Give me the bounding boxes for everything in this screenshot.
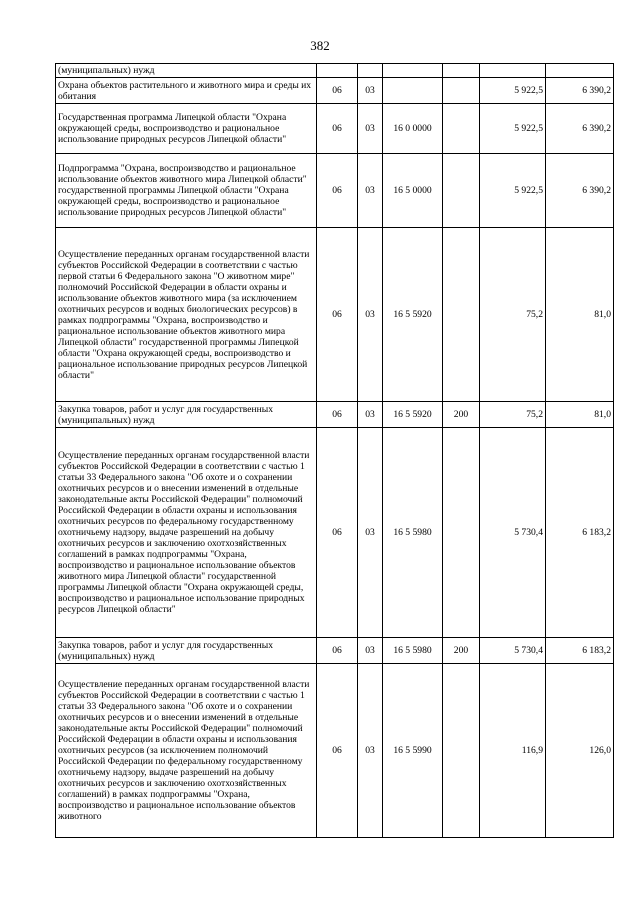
row-amount-year1: 5 730,4	[480, 638, 546, 664]
row-name: Осуществление переданных органам государственной власти субъектов Российской Федерации в соответствии с частью первой статьи 6 Федерального закона "О животном мире" полномочий Российской Федерации в области охраны и использование объектов животного мира (за исключением охотничьих ресурсов и водных биологических ресурсов) в рамках подпрограммы "Охрана, воспроизводство и рациональное использование объектов животного мира Липецкой области" государственной программы Липецкой области "Охрана окружающей среды, воспроизводство и рациональное использование природных ресурсов Липецкой области"	[56, 228, 317, 402]
row-name: (муниципальных) нужд	[56, 64, 317, 78]
row-amount-year2: 6 183,2	[546, 638, 614, 664]
row-amount-year2: 6 183,2	[546, 428, 614, 638]
row-section: 06	[317, 104, 358, 154]
table-row	[56, 402, 614, 428]
row-expense-type	[443, 428, 480, 638]
row-subsection: 03	[358, 154, 383, 228]
row-expense-type: 200	[443, 402, 480, 428]
row-expense-type	[443, 104, 480, 154]
row-amount-year1: 75,2	[480, 228, 546, 402]
row-section: 06	[317, 154, 358, 228]
row-section: 06	[317, 428, 358, 638]
row-expense-type	[443, 64, 480, 78]
row-name: Осуществление переданных органам государственной власти субъектов Российской Федерации в соответствии с частью 1 статьи 33 Федерального закона "Об охоте и о сохранении охотничьих ресурсов и о внесении изменений в отдельные законодательные акты Российской Федерации" полномочий Российской Федерации в области охраны и использования охотничьих ресурсов по федеральному государственному охотничьему надзору, выдаче разрешений на добычу охотничьих ресурсов и заключению охотхозяйственных соглашений в рамках подпрограммы "Охрана, воспроизводство и рациональное использование объектов животного мира Липецкой области" государственной программы Липецкой области "Охрана окружающей среды, воспроизводство и рациональное использование природных ресурсов Липецкой области"	[56, 428, 317, 638]
row-amount-year1: 75,2	[480, 402, 546, 428]
table-row	[56, 228, 614, 402]
row-subsection: 03	[358, 638, 383, 664]
row-expense-type	[443, 228, 480, 402]
row-target-code	[383, 64, 443, 78]
row-amount-year1	[480, 64, 546, 78]
row-target-code: 16 5 5920	[383, 402, 443, 428]
row-target-code: 16 5 5980	[383, 638, 443, 664]
row-amount-year2: 6 390,2	[546, 78, 614, 104]
row-target-code: 16 5 5920	[383, 228, 443, 402]
row-amount-year1: 116,9	[480, 664, 546, 838]
row-subsection: 03	[358, 78, 383, 104]
row-expense-type	[443, 154, 480, 228]
row-name: Закупка товаров, работ и услуг для государственных (муниципальных) нужд	[56, 402, 317, 428]
row-expense-type	[443, 78, 480, 104]
table-row	[56, 78, 614, 104]
row-section: 06	[317, 402, 358, 428]
table-row	[56, 64, 614, 78]
row-amount-year2: 81,0	[546, 402, 614, 428]
row-name: Охрана объектов растительного и животного мира и среды их обитания	[56, 78, 317, 104]
table-row	[56, 664, 614, 838]
row-amount-year1: 5 922,5	[480, 104, 546, 154]
row-amount-year1: 5 730,4	[480, 428, 546, 638]
table-row	[56, 154, 614, 228]
row-subsection	[358, 64, 383, 78]
row-subsection: 03	[358, 664, 383, 838]
row-amount-year1: 5 922,5	[480, 154, 546, 228]
row-amount-year2	[546, 64, 614, 78]
row-name: Закупка товаров, работ и услуг для государственных (муниципальных) нужд	[56, 638, 317, 664]
table-row	[56, 104, 614, 154]
page-number: 382	[310, 38, 330, 53]
row-amount-year2: 6 390,2	[546, 154, 614, 228]
row-name: Государственная программа Липецкой области "Охрана окружающей среды, воспроизводство и рациональное использование природных ресурсов Липецкой области"	[56, 104, 317, 154]
table-row	[56, 428, 614, 638]
row-amount-year2: 81,0	[546, 228, 614, 402]
row-section	[317, 64, 358, 78]
row-amount-year2: 6 390,2	[546, 104, 614, 154]
row-section: 06	[317, 78, 358, 104]
table-row	[56, 638, 614, 664]
row-target-code: 16 5 0000	[383, 154, 443, 228]
row-target-code: 16 5 5990	[383, 664, 443, 838]
row-section: 06	[317, 228, 358, 402]
row-target-code: 16 5 5980	[383, 428, 443, 638]
row-name: Подпрограмма "Охрана, воспроизводство и рациональное использование объектов животного мира Липецкой области" государственной программы Липецкой области "Охрана окружающей среды, воспроизводство и рациональное использование природных ресурсов Липецкой области"	[56, 154, 317, 228]
row-target-code: 16 0 0000	[383, 104, 443, 154]
row-subsection: 03	[358, 402, 383, 428]
row-expense-type	[443, 664, 480, 838]
row-target-code	[383, 78, 443, 104]
row-subsection: 03	[358, 228, 383, 402]
row-section: 06	[317, 638, 358, 664]
row-subsection: 03	[358, 428, 383, 638]
row-amount-year2: 126,0	[546, 664, 614, 838]
row-subsection: 03	[358, 104, 383, 154]
row-name: Осуществление переданных органам государственной власти субъектов Российской Федерации в соответствии с частью 1 статьи 33 Федерального закона "Об охоте и о сохранении охотничьих ресурсов и о внесении изменений в отдельные законодательные акты Российской Федерации" полномочий Российской Федерации в области охраны и использования охотничьих ресурсов (за исключением полномочий Российской Федерации по федеральному государственному охотничьему надзору, выдаче разрешений на добычу охотничьих ресурсов и заключению охотхозяйственных соглашений) в рамках подпрограммы "Охрана, воспроизводство и рациональное использование объектов животного	[56, 664, 317, 838]
row-section: 06	[317, 664, 358, 838]
budget-table	[55, 63, 614, 838]
row-amount-year1: 5 922,5	[480, 78, 546, 104]
row-expense-type: 200	[443, 638, 480, 664]
